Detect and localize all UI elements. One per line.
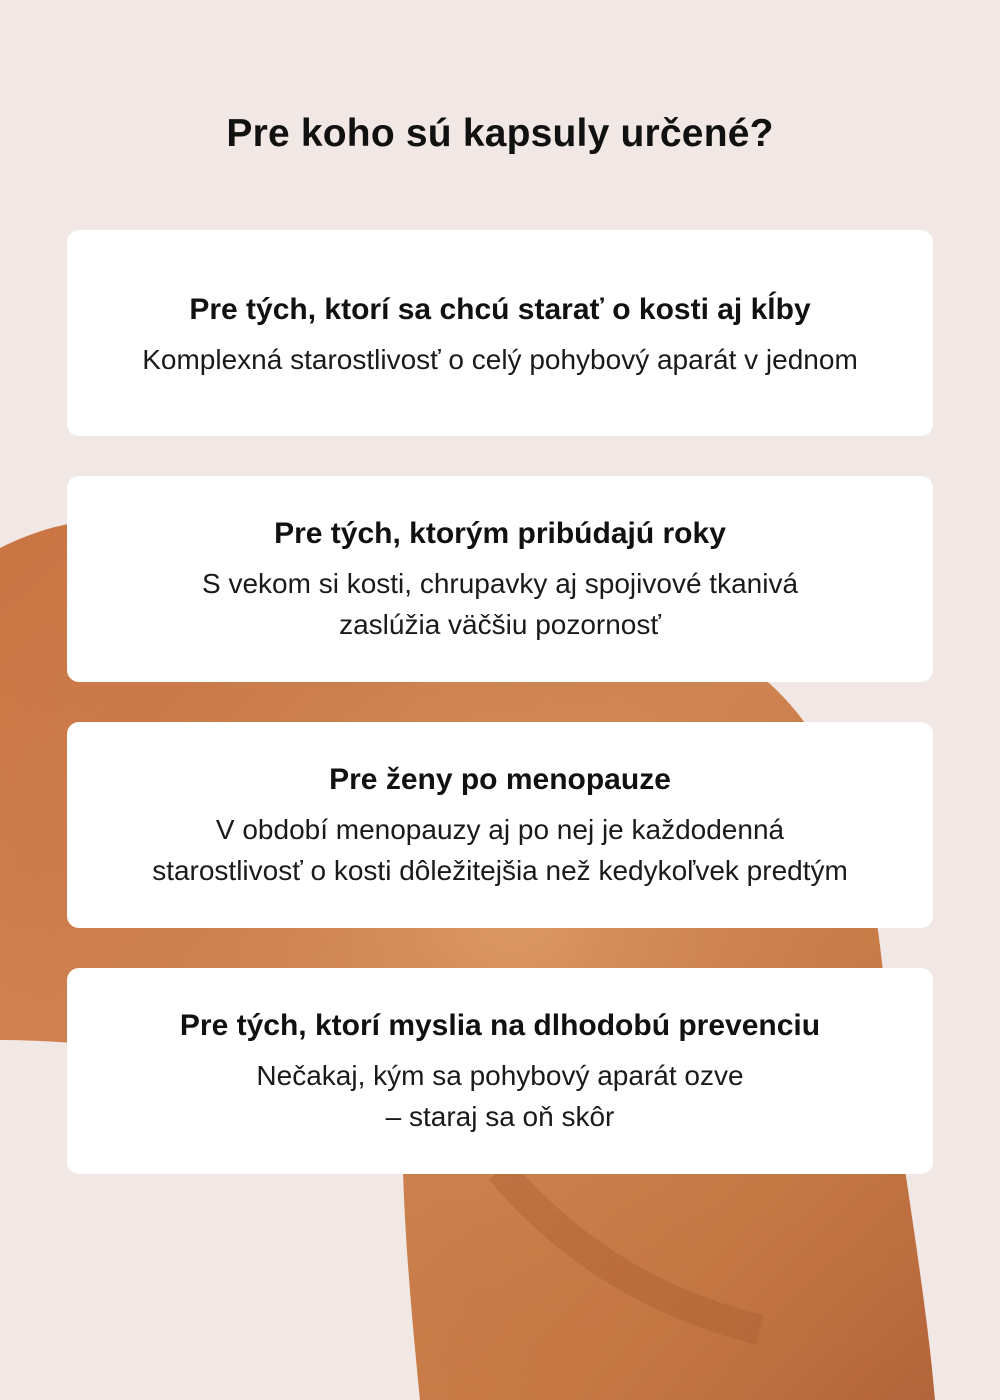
card-title: Pre tých, ktorí myslia na dlhodobú prevenciu xyxy=(179,1009,821,1042)
card-text: V období menopauzy aj po nej je každodenná starostlivosť o kosti dôležitejšia než kedykoľvek predtým xyxy=(152,814,848,886)
audience-card-age xyxy=(67,476,933,682)
card-title: Pre tých, ktorí sa chcú starať o kosti aj kĺby xyxy=(189,293,811,326)
card-title: Pre tých, ktorým pribúdajú roky xyxy=(274,517,726,550)
audience-card-menopause xyxy=(67,722,933,928)
audience-card-bones-joints xyxy=(67,230,933,436)
card-title: Pre ženy po menopauze xyxy=(329,763,671,796)
card-text: Nečakaj, kým sa pohybový aparát ozve – staraj sa oň skôr xyxy=(256,1060,744,1132)
card-text: Komplexná starostlivosť o celý pohybový aparát v jednom xyxy=(142,344,858,375)
page-title: Pre koho sú kapsuly určené? xyxy=(226,112,774,155)
card-text: S vekom si kosti, chrupavky aj spojivové tkanivá zaslúžia väčšiu pozornosť xyxy=(201,568,799,640)
audience-card-list xyxy=(67,230,933,1214)
audience-card-prevention xyxy=(67,968,933,1174)
